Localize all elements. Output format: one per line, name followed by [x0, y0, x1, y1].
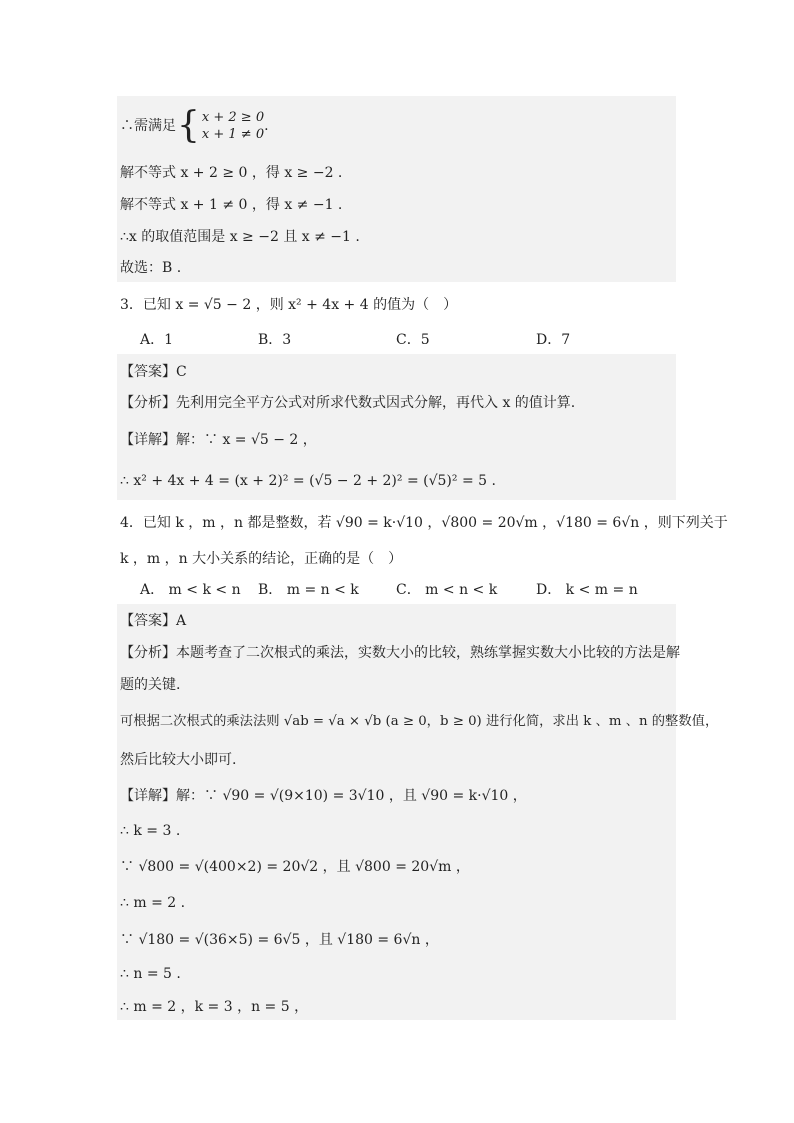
q3-option-c: C．5 [396, 332, 430, 348]
q3-stem: 3．已知 x = √5 − 2 ，则 x² + 4x + 4 的值为（ ） [120, 297, 458, 313]
q3-detail-2: ∴ x² + 4x + 4 = (x + 2)² = (√5 − 2 + 2)² = (√5)² = 5 . [120, 473, 496, 489]
q2-line-2: 解不等式 x + 1 ≠ 0 ，得 x ≠ −1 . [120, 197, 343, 213]
q4-stem-line-1: 4．已知 k ，m ，n 都是整数，若 √90 = k·√10 ，√800 = 20√m ，√180 = 6√n ，则下列关于 [120, 515, 728, 531]
q4-detail-7: ∴ m = 2 ，k = 3 ，n = 5 ， [120, 999, 309, 1015]
solution-block-q4 [117, 604, 676, 1020]
q4-option-c: C． m < n < k [396, 582, 498, 598]
q3-option-b: B．3 [258, 332, 292, 348]
q3-analysis: 【分析】先利用完全平方公式对所求代数式因式分解，再代入 x 的值计算. [120, 395, 576, 411]
q4-option-b: B． m = n < k [258, 582, 359, 598]
q4-stem-line-2: k ，m ，n 大小关系的结论，正确的是（ ） [120, 551, 403, 567]
q3-answer: 【答案】C [120, 364, 187, 380]
q2-system-suffix: . [264, 118, 269, 134]
q3-option-a: A．1 [140, 332, 174, 348]
q2-system-row-1: x + 2 ≥ 0 [201, 110, 265, 125]
q2-system-row-2: x + 1 ≠ 0 [201, 127, 265, 142]
q4-detail-1: 【详解】解：∵ √90 = √(9×10) = 3√10 ，且 √90 = k·√10 ， [120, 788, 527, 804]
q3-option-d: D．7 [536, 332, 571, 348]
q4-analysis-line-4: 然后比较大小即可. [120, 752, 237, 768]
q4-analysis-line-3: 可根据二次根式的乘法法则 √ab = √a × √b (a ≥ 0，b ≥ 0) 进行化简，求出 k 、m 、n 的整数值， [120, 714, 719, 729]
q2-line-3: ∴x 的取值范围是 x ≥ −2 且 x ≠ −1 . [120, 229, 360, 245]
q4-detail-6: ∴ n = 5 . [120, 966, 181, 982]
q2-system-line [120, 105, 269, 146]
q4-analysis-line-2: 题的关键. [120, 677, 181, 693]
q4-detail-2: ∴ k = 3 . [120, 823, 181, 839]
left-brace-icon: { [177, 105, 200, 146]
q4-option-a: A． m < k < n [140, 582, 241, 598]
q2-line-4: 故选：B . [120, 260, 182, 276]
q3-detail-1: 【详解】解：∵ x = √5 − 2 ， [120, 432, 317, 448]
q4-detail-5: ∵ √180 = √(36×5) = 6√5 ，且 √180 = 6√n ， [120, 932, 439, 948]
q2-system-prefix: ∴需满足 [120, 118, 176, 134]
q4-analysis-line-1: 【分析】本题考查了二次根式的乘法，实数大小的比较，熟练掌握实数大小比较的方法是解 [120, 645, 680, 661]
q4-option-d: D． k < m = n [536, 582, 638, 598]
q4-detail-3: ∵ √800 = √(400×2) = 20√2 ，且 √800 = 20√m ， [120, 859, 470, 875]
q4-answer: 【答案】A [120, 613, 187, 629]
q4-detail-4: ∴ m = 2 . [120, 895, 186, 911]
q2-line-1: 解不等式 x + 2 ≥ 0 ，得 x ≥ −2 . [120, 165, 343, 181]
